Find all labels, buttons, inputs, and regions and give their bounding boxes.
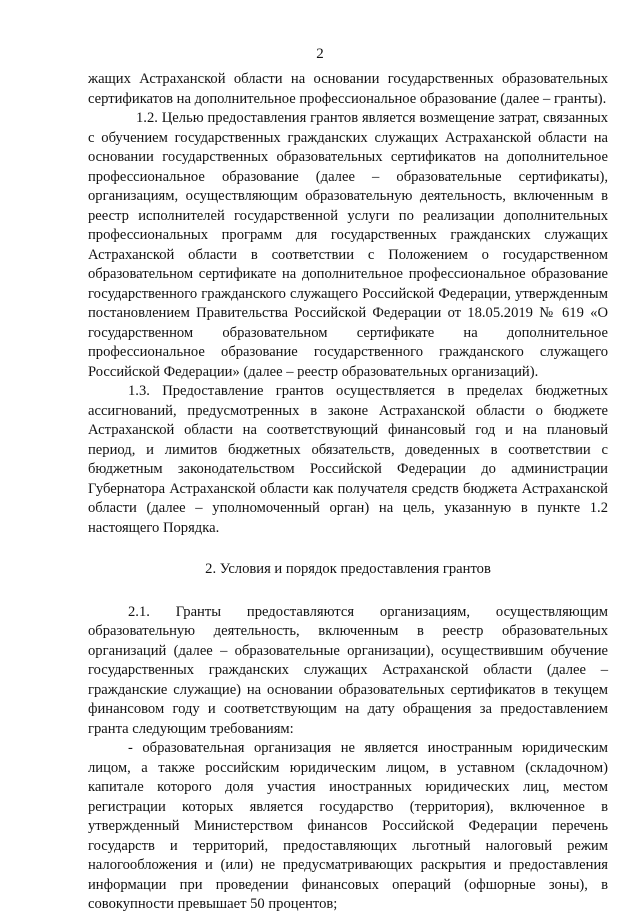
- section-heading: 2. Условия и порядок предоставления грантов: [205, 561, 491, 577]
- paragraph-intro-continuation: жащих Астраханской области на основании государственных образовательных сертификатов на дополнительное профессиональное образование (далее – гранты).: [88, 71, 608, 107]
- paragraph-1-2: 1.2. Целью предоставления грантов является возмещение затрат, связанных с обучением государственных гражданских служащих Астраханской области на основании государственных образовательных сертификатов на дополнительное профессиональное образование (далее – образовательные сертификаты), организациям, осуществляющим образовательную деятельность, включенным в реестр исполнителей государственной услуги по реализации дополнительных профессиональных программ для государственных гражданских служащих Астраханской области в соответствии с Положением о государственном образовательном сертификате на дополнительное профессиональное образование государственного гражданского служащего Российской Федерации, утвержденным постановлением Правительства Российской Федерации от 18.05.2019 № 619 «О государственном образовательном сертификате на дополнительное профессиональное образование государственного гражданского служащего Российской Федерации» (далее – реестр образовательных организаций).: [88, 110, 608, 380]
- document-body: [88, 70, 608, 915]
- paragraph-2-1: 2.1. Гранты предоставляются организациям, осуществляющим образовательную деятельность, включенным в реестр образовательных организаций (далее – образовательные организации), осуществившим обучение государственных гражданских служащих Астраханской области (далее – гражданские служащие) на основании образовательных сертификатов в текущем финансовом году и соответствующим на дату обращения за предоставлением гранта следующим требованиям:: [88, 603, 608, 737]
- page-number: 2: [316, 46, 324, 62]
- paragraph-requirement-1: - образовательная организация не является иностранным юридическим лицом, а также российским юридическим лицом, в уставном (складочном) капитале которого доля участия иностранных юридических лиц, местом регистрации которых является государство (территория), включенное в утвержденный Министерством финансов Российской Федерации перечень государств и территорий, предоставляющих льготный налоговый режим налогообложения и (или) не предусматривающих раскрытия и предоставления информации при проведении финансовых операций (офшорные зоны), в совокупности превышает 50 процентов;: [88, 740, 608, 912]
- paragraph-1-3: 1.3. Предоставление грантов осуществляется в пределах бюджетных ассигнований, предусмотренных в законе Астраханской области о бюджете Астраханской области на соответствующий финансовый год и на плановый период, и лимитов бюджетных обязательств, доведенных в соответствии с бюджетным законодательством Российской Федерации до администрации Губернатора Астраханской области как получателя средств бюджета Астраханской области (далее – уполномоченный орган) на цель, указанную в пункте 1.2 настоящего Порядка.: [88, 383, 608, 536]
